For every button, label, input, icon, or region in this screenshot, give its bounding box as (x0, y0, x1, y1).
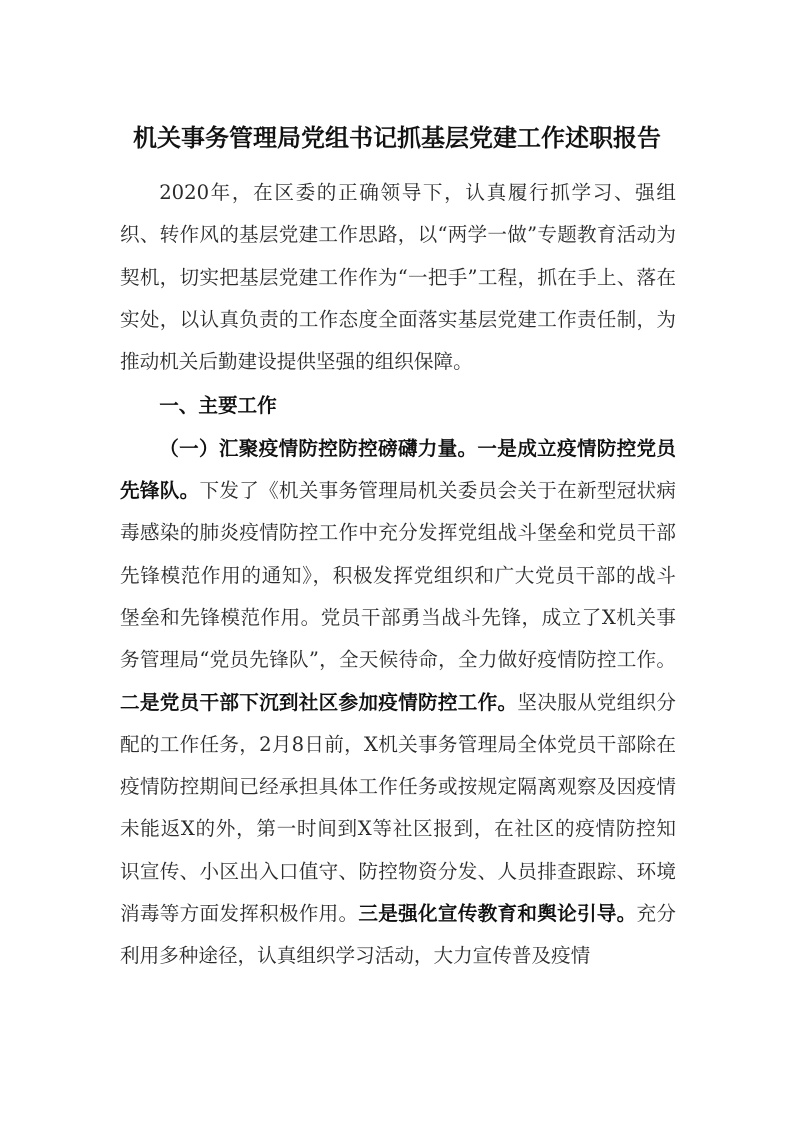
item-one-heading: 一是成立疫情防控党员先锋队。 (120, 436, 677, 503)
section-heading-main-work: 一、主要工作 (159, 394, 277, 418)
item-three-heading: 三是强化宣传教育和舆论引导。 (358, 902, 637, 926)
item-three-text: 充分利用多种途径，认真组织学习活动，大力宣传普及疫情 (120, 902, 677, 968)
item-one-text: 下发了《机关事务管理局机关委员会关于在新型冠状病毒感染的肺炎疫情防控工作中充分发挥党组战斗堡垒和党员干部先锋模范作用的通知》，积极发挥党组织和广大党员干部的战斗堡垒和先锋模范作用。党员干部勇当战斗先锋，成立了X机关事务管理局“党员先锋队”，全天候待命，全力做好疫情防控工作。 (120, 479, 677, 672)
section-paragraph-epidemic (120, 428, 676, 978)
intro-paragraph: 2020年，在区委的正确领导下，认真履行抓学习、强组织、转作风的基层党建工作思路，以“两学一做”专题教育活动为契机，切实把基层党建工作作为“一把手”工程，抓在手上、落在实处，以认真负责的工作态度全面落实基层党建工作责任制，为推动机关后勤建设提供坚强的组织保障。 (120, 181, 676, 374)
document-title: 机关事务管理局党组书记抓基层党建工作述职报告 (133, 124, 661, 152)
item-two-heading: 二是党员干部下沉到社区参加疫情防控工作。 (120, 690, 518, 714)
sub-heading-epidemic: （一）汇聚疫情防控防控磅礴力量。 (159, 436, 478, 460)
document-body (120, 172, 676, 978)
item-two-text: 坚决服从党组织分配的工作任务，2月8日前，X机关事务管理局全体党员干部除在疫情防控期间已经承担具体工作任务或按规定隔离观察及因疫情未能返X的外，第一时间到X等社区报到，在社区的疫情防控知识宣传、小区出入口值守、防控物资分发、人员排查跟踪、环境消毒等方面发挥积极作用。 (120, 690, 677, 926)
